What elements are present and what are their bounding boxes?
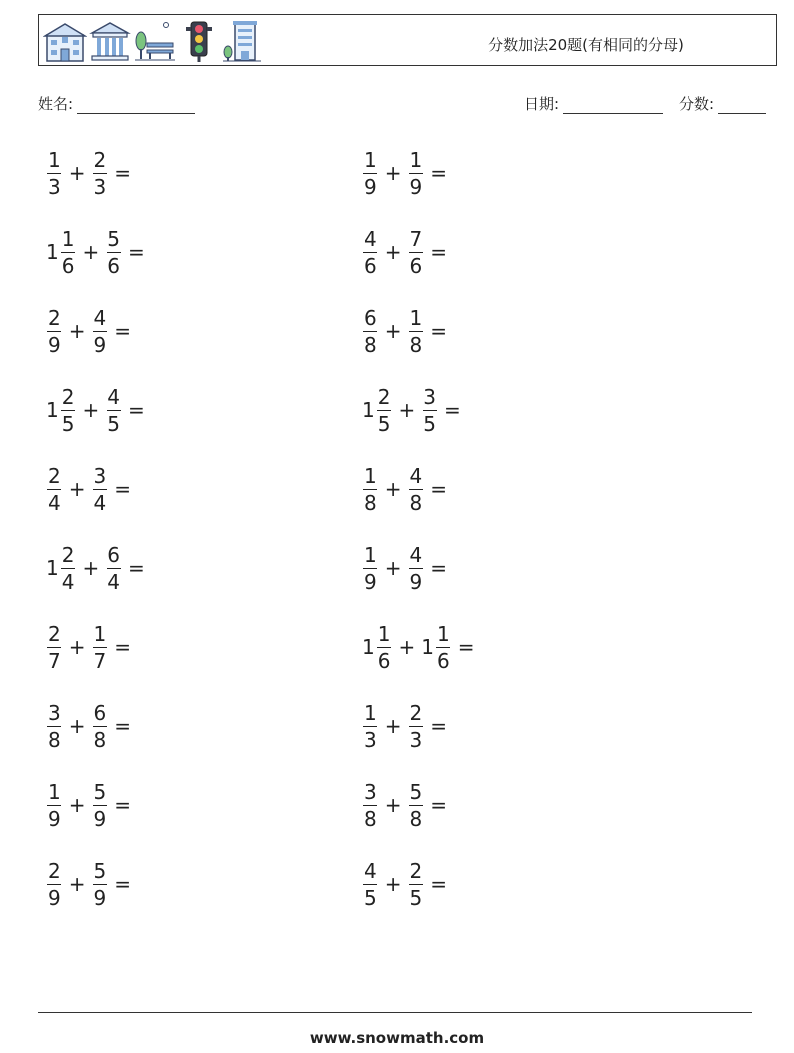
numerator: 2 (409, 700, 423, 725)
denominator: 5 (364, 885, 377, 910)
denominator: 5 (107, 411, 120, 436)
numerator: 7 (409, 226, 423, 251)
fraction (435, 621, 452, 673)
equals-sign: = (430, 556, 447, 580)
whole-number: 1 (46, 398, 59, 422)
numerator: 2 (48, 463, 61, 488)
whole-number: 1 (46, 556, 59, 580)
numerator: 2 (48, 858, 61, 883)
fraction (408, 305, 425, 357)
denominator: 8 (93, 727, 107, 752)
denominator: 7 (48, 648, 61, 673)
numerator: 1 (364, 463, 377, 488)
fraction (46, 779, 63, 831)
denominator: 8 (409, 490, 423, 515)
equals-sign: = (114, 477, 131, 501)
numerator: 4 (364, 226, 377, 251)
denominator: 9 (364, 569, 377, 594)
numerator: 2 (48, 621, 61, 646)
denominator: 6 (61, 253, 75, 278)
denominator: 9 (48, 332, 61, 357)
plus-sign: + (68, 319, 86, 343)
fraction (92, 858, 109, 910)
numerator: 1 (409, 147, 423, 172)
plus-sign: + (384, 240, 402, 264)
denominator: 3 (364, 727, 377, 752)
denominator: 4 (48, 490, 61, 515)
museum-icon (89, 19, 131, 63)
park-bench-icon (133, 19, 177, 63)
fraction (421, 384, 438, 436)
denominator: 6 (364, 253, 377, 278)
denominator: 3 (48, 174, 61, 199)
numerator: 3 (423, 384, 436, 409)
fraction (92, 147, 109, 199)
equals-sign: = (114, 635, 131, 659)
fraction (60, 542, 77, 594)
fraction (408, 700, 425, 752)
score-blank[interactable] (718, 97, 766, 114)
fraction (362, 542, 379, 594)
numerator: 1 (93, 621, 107, 646)
denominator: 5 (409, 885, 423, 910)
denominator: 8 (409, 806, 423, 831)
problem-item (362, 301, 453, 361)
whole-number: 1 (421, 635, 434, 659)
denominator: 8 (409, 332, 423, 357)
equals-sign: = (457, 635, 475, 659)
numerator: 3 (93, 463, 107, 488)
fraction (362, 779, 379, 831)
score-field (679, 93, 766, 114)
office-building-icon (221, 19, 263, 63)
fraction (408, 463, 425, 515)
denominator: 5 (377, 411, 391, 436)
equals-sign: = (430, 477, 447, 501)
numerator: 2 (377, 384, 391, 409)
equals-sign: = (114, 161, 131, 185)
numerator: 5 (93, 779, 107, 804)
plus-sign: + (398, 635, 416, 659)
problem-item (362, 143, 453, 203)
numerator: 2 (48, 305, 61, 330)
plus-sign: + (384, 872, 402, 896)
fraction (362, 700, 379, 752)
plus-sign: + (82, 398, 100, 422)
date-label: 日期: (524, 95, 560, 113)
numerator: 5 (409, 779, 423, 804)
denominator: 9 (364, 174, 377, 199)
numerator: 1 (436, 621, 450, 646)
numerator: 4 (93, 305, 107, 330)
fraction (46, 305, 63, 357)
fraction (92, 463, 109, 515)
denominator: 5 (423, 411, 436, 436)
numerator: 1 (61, 226, 75, 251)
problem-item (46, 222, 151, 282)
plus-sign: + (384, 714, 402, 738)
whole-number: 1 (362, 635, 375, 659)
equals-sign: = (430, 872, 447, 896)
numerator: 2 (61, 542, 75, 567)
problem-item (46, 775, 137, 835)
plus-sign: + (68, 161, 86, 185)
problem-item (46, 617, 137, 677)
fraction (408, 858, 425, 910)
denominator: 7 (93, 648, 107, 673)
plus-sign: + (82, 556, 100, 580)
plus-sign: + (68, 635, 86, 659)
equals-sign: = (114, 319, 131, 343)
denominator: 9 (93, 806, 107, 831)
plus-sign: + (68, 477, 86, 501)
fraction (92, 779, 109, 831)
denominator: 9 (48, 885, 61, 910)
numerator: 1 (364, 700, 377, 725)
problem-item (46, 854, 137, 914)
equals-sign: = (430, 714, 447, 738)
fraction (362, 463, 379, 515)
numerator: 5 (93, 858, 107, 883)
problem-item (362, 380, 467, 440)
problem-item (46, 301, 137, 361)
equals-sign: = (114, 793, 131, 817)
fraction (362, 858, 379, 910)
fraction (60, 226, 77, 278)
fraction (60, 384, 77, 436)
equals-sign: = (114, 714, 131, 738)
fraction (408, 147, 425, 199)
fraction (362, 305, 379, 357)
equals-sign: = (430, 240, 447, 264)
fraction (46, 621, 63, 673)
date-field (524, 93, 663, 114)
fraction (46, 700, 63, 752)
date-blank[interactable] (563, 97, 663, 114)
denominator: 8 (364, 806, 377, 831)
fraction (105, 542, 122, 594)
problem-item (362, 538, 453, 598)
worksheet-title: 分数加法20题(有相同的分母) (488, 36, 684, 54)
plus-sign: + (68, 714, 86, 738)
plus-sign: + (384, 161, 402, 185)
fraction (408, 779, 425, 831)
fraction (92, 305, 109, 357)
numerator: 1 (48, 779, 61, 804)
denominator: 3 (409, 727, 423, 752)
denominator: 5 (61, 411, 75, 436)
fraction (376, 621, 393, 673)
fraction (92, 700, 109, 752)
numerator: 4 (107, 384, 120, 409)
problem-item (362, 775, 453, 835)
numerator: 6 (364, 305, 377, 330)
footer-divider (38, 1012, 752, 1013)
denominator: 3 (93, 174, 107, 199)
equals-sign: = (430, 161, 447, 185)
numerator: 1 (364, 147, 377, 172)
denominator: 9 (93, 885, 107, 910)
numerator: 4 (364, 858, 377, 883)
problem-item (46, 459, 137, 519)
school-building-icon (43, 19, 87, 63)
numerator: 3 (364, 779, 377, 804)
equals-sign: = (127, 398, 145, 422)
denominator: 6 (377, 648, 391, 673)
numerator: 6 (93, 700, 107, 725)
fraction (46, 463, 63, 515)
numerator: 4 (409, 463, 423, 488)
name-label: 姓名: (38, 95, 74, 113)
numerator: 2 (93, 147, 107, 172)
name-blank[interactable] (77, 97, 195, 114)
fraction (105, 226, 122, 278)
denominator: 6 (107, 253, 120, 278)
fraction (362, 226, 379, 278)
problem-item (362, 459, 453, 519)
traffic-light-icon (179, 19, 219, 63)
denominator: 6 (409, 253, 423, 278)
plus-sign: + (384, 556, 402, 580)
denominator: 4 (93, 490, 107, 515)
numerator: 2 (409, 858, 423, 883)
fraction (92, 621, 109, 673)
denominator: 4 (61, 569, 75, 594)
numerator: 2 (61, 384, 75, 409)
problem-item (46, 143, 137, 203)
numerator: 4 (409, 542, 423, 567)
plus-sign: + (68, 793, 86, 817)
denominator: 9 (409, 174, 423, 199)
problem-item (362, 222, 453, 282)
problem-item (362, 617, 480, 677)
equals-sign: = (430, 319, 447, 343)
plus-sign: + (82, 240, 100, 264)
problem-item (46, 696, 137, 756)
denominator: 6 (436, 648, 450, 673)
denominator: 4 (107, 569, 120, 594)
numerator: 5 (107, 226, 120, 251)
footer-url: www.snowmath.com (309, 1029, 485, 1047)
fraction (46, 858, 63, 910)
denominator: 8 (364, 332, 377, 357)
problem-item (46, 380, 151, 440)
equals-sign: = (127, 556, 145, 580)
numerator: 6 (107, 542, 120, 567)
plus-sign: + (384, 477, 402, 501)
problem-item (362, 854, 453, 914)
score-label: 分数: (679, 95, 715, 113)
equals-sign: = (430, 793, 447, 817)
whole-number: 1 (46, 240, 59, 264)
numerator: 1 (364, 542, 377, 567)
problem-item (46, 538, 151, 598)
denominator: 9 (409, 569, 423, 594)
name-field (38, 93, 195, 114)
fraction (376, 384, 393, 436)
denominator: 9 (48, 806, 61, 831)
denominator: 8 (48, 727, 61, 752)
equals-sign: = (127, 240, 145, 264)
fraction (408, 542, 425, 594)
plus-sign: + (384, 319, 402, 343)
fraction (105, 384, 122, 436)
header-icons (43, 18, 263, 64)
plus-sign: + (68, 872, 86, 896)
fraction (46, 147, 63, 199)
numerator: 3 (48, 700, 61, 725)
worksheet-header (38, 14, 777, 66)
numerator: 1 (377, 621, 391, 646)
denominator: 8 (364, 490, 377, 515)
denominator: 9 (93, 332, 107, 357)
whole-number: 1 (362, 398, 375, 422)
numerator: 1 (409, 305, 423, 330)
equals-sign: = (114, 872, 131, 896)
plus-sign: + (384, 793, 402, 817)
plus-sign: + (398, 398, 416, 422)
numerator: 1 (48, 147, 61, 172)
fraction (362, 147, 379, 199)
fraction (408, 226, 425, 278)
equals-sign: = (443, 398, 461, 422)
problem-item (362, 696, 453, 756)
